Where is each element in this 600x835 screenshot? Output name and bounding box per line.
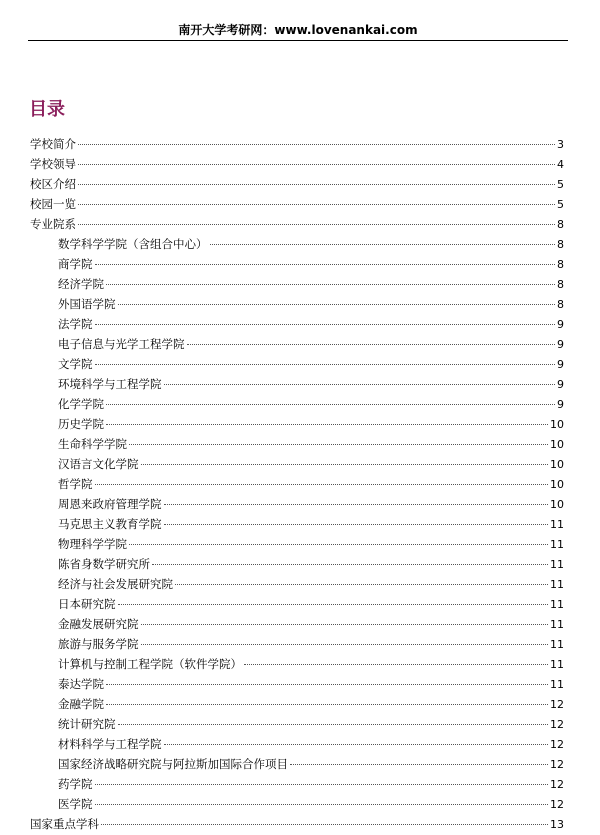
toc-entry[interactable] xyxy=(30,414,564,434)
dot-leader xyxy=(95,784,549,785)
dot-leader xyxy=(141,624,549,625)
toc-entry[interactable] xyxy=(30,774,564,794)
dot-leader xyxy=(106,284,555,285)
toc-entry-title: 汉语言文化学院 xyxy=(58,457,139,471)
toc-entry-page-number: 11 xyxy=(550,538,564,551)
dot-leader xyxy=(210,244,556,245)
toc-entry-page-number: 8 xyxy=(557,258,564,271)
toc-entry-title: 周恩来政府管理学院 xyxy=(58,497,162,511)
toc-entry-title: 金融发展研究院 xyxy=(58,617,139,631)
dot-leader xyxy=(164,504,549,505)
toc-entry-title: 金融学院 xyxy=(58,697,104,711)
dot-leader xyxy=(164,744,549,745)
toc-entry-title: 医学院 xyxy=(58,797,93,811)
toc-entry[interactable] xyxy=(30,794,564,814)
toc-entry[interactable] xyxy=(30,574,564,594)
toc-entry-page-number: 5 xyxy=(557,198,564,211)
toc-entry[interactable] xyxy=(30,234,564,254)
toc-entry-page-number: 9 xyxy=(557,338,564,351)
toc-entry[interactable] xyxy=(30,134,564,154)
dot-leader xyxy=(95,264,556,265)
toc-list xyxy=(30,134,564,834)
toc-heading: 目录 xyxy=(29,99,65,120)
dot-leader xyxy=(106,424,548,425)
toc-entry-title: 经济学院 xyxy=(58,277,104,291)
dot-leader xyxy=(164,524,549,525)
toc-entry-title: 物理科学学院 xyxy=(58,537,127,551)
toc-entry-title: 日本研究院 xyxy=(58,597,116,611)
toc-entry-page-number: 10 xyxy=(550,458,564,471)
toc-entry-title: 马克思主义教育学院 xyxy=(58,517,162,531)
toc-entry[interactable] xyxy=(30,494,564,514)
dot-leader xyxy=(290,764,548,765)
dot-leader xyxy=(78,204,555,205)
toc-entry[interactable] xyxy=(30,674,564,694)
dot-leader xyxy=(78,184,555,185)
toc-entry-title: 商学院 xyxy=(58,257,93,271)
toc-entry[interactable] xyxy=(30,594,564,614)
dot-leader xyxy=(95,804,549,805)
toc-entry-title: 数学科学学院（含组合中心） xyxy=(58,237,208,251)
toc-entry[interactable] xyxy=(30,534,564,554)
dot-leader xyxy=(118,604,549,605)
dot-leader xyxy=(106,404,555,405)
toc-entry[interactable] xyxy=(30,554,564,574)
toc-entry-title: 校区介绍 xyxy=(30,177,76,191)
toc-entry-page-number: 11 xyxy=(550,578,564,591)
toc-entry-page-number: 10 xyxy=(550,478,564,491)
toc-entry[interactable] xyxy=(30,694,564,714)
toc-entry-page-number: 10 xyxy=(550,498,564,511)
toc-entry-page-number: 11 xyxy=(550,658,564,671)
toc-entry-title: 外国语学院 xyxy=(58,297,116,311)
toc-entry-title: 国家重点学科 xyxy=(30,817,99,831)
toc-entry-title: 国家经济战略研究院与阿拉斯加国际合作项目 xyxy=(58,757,288,771)
toc-entry[interactable] xyxy=(30,334,564,354)
toc-entry-page-number: 12 xyxy=(550,698,564,711)
toc-entry[interactable] xyxy=(30,274,564,294)
toc-entry[interactable] xyxy=(30,754,564,774)
toc-entry-title: 材料科学与工程学院 xyxy=(58,737,162,751)
toc-entry-title: 校园一览 xyxy=(30,197,76,211)
dot-leader xyxy=(141,644,549,645)
toc-entry-page-number: 8 xyxy=(557,298,564,311)
toc-entry-page-number: 10 xyxy=(550,438,564,451)
toc-entry-title: 环境科学与工程学院 xyxy=(58,377,162,391)
toc-entry-page-number: 8 xyxy=(557,238,564,251)
toc-entry[interactable] xyxy=(30,214,564,234)
toc-entry-title: 哲学院 xyxy=(58,477,93,491)
toc-entry-title: 药学院 xyxy=(58,777,93,791)
header-divider xyxy=(28,40,568,41)
toc-entry-title: 统计研究院 xyxy=(58,717,116,731)
toc-entry-page-number: 11 xyxy=(550,558,564,571)
dot-leader xyxy=(244,664,548,665)
toc-entry-title: 历史学院 xyxy=(58,417,104,431)
toc-entry-title: 学校领导 xyxy=(30,157,76,171)
toc-entry-page-number: 11 xyxy=(550,518,564,531)
toc-entry[interactable] xyxy=(30,714,564,734)
toc-entry[interactable] xyxy=(30,474,564,494)
toc-entry[interactable] xyxy=(30,814,564,834)
toc-entry-page-number: 8 xyxy=(557,218,564,231)
toc-entry-page-number: 11 xyxy=(550,618,564,631)
dot-leader xyxy=(175,584,548,585)
dot-leader xyxy=(101,824,548,825)
toc-entry[interactable] xyxy=(30,614,564,634)
dot-leader xyxy=(129,444,548,445)
toc-entry[interactable] xyxy=(30,374,564,394)
dot-leader xyxy=(95,364,556,365)
toc-entry-title: 生命科学学院 xyxy=(58,437,127,451)
dot-leader xyxy=(129,544,548,545)
toc-entry[interactable] xyxy=(30,354,564,374)
toc-entry-page-number: 8 xyxy=(557,278,564,291)
toc-entry-title: 计算机与控制工程学院（软件学院） xyxy=(58,657,242,671)
toc-entry-title: 陈省身数学研究所 xyxy=(58,557,150,571)
toc-entry[interactable] xyxy=(30,174,564,194)
toc-entry[interactable] xyxy=(30,454,564,474)
toc-entry-title: 经济与社会发展研究院 xyxy=(58,577,173,591)
toc-entry-page-number: 13 xyxy=(550,818,564,831)
dot-leader xyxy=(118,304,556,305)
dot-leader xyxy=(141,464,549,465)
page-header: 南开大学考研网：www.lovenankai.com xyxy=(178,23,418,37)
toc-entry[interactable] xyxy=(30,734,564,754)
dot-leader xyxy=(78,144,555,145)
dot-leader xyxy=(152,564,548,565)
toc-entry-page-number: 12 xyxy=(550,718,564,731)
toc-entry[interactable] xyxy=(30,394,564,414)
toc-entry[interactable] xyxy=(30,154,564,174)
toc-entry-title: 旅游与服务学院 xyxy=(58,637,139,651)
toc-entry-title: 文学院 xyxy=(58,357,93,371)
toc-entry[interactable] xyxy=(30,434,564,454)
toc-entry-title: 电子信息与光学工程学院 xyxy=(58,337,185,351)
toc-entry[interactable] xyxy=(30,294,564,314)
dot-leader xyxy=(106,684,548,685)
dot-leader xyxy=(164,384,556,385)
toc-entry[interactable] xyxy=(30,634,564,654)
toc-entry-page-number: 11 xyxy=(550,678,564,691)
dot-leader xyxy=(95,484,549,485)
toc-entry-page-number: 10 xyxy=(550,418,564,431)
toc-entry-page-number: 11 xyxy=(550,598,564,611)
toc-entry[interactable] xyxy=(30,654,564,674)
toc-entry-page-number: 11 xyxy=(550,638,564,651)
toc-entry[interactable] xyxy=(30,254,564,274)
toc-entry-page-number: 9 xyxy=(557,398,564,411)
dot-leader xyxy=(95,324,556,325)
toc-entry-page-number: 5 xyxy=(557,178,564,191)
toc-entry-page-number: 12 xyxy=(550,738,564,751)
toc-entry[interactable] xyxy=(30,514,564,534)
toc-entry-page-number: 4 xyxy=(557,158,564,171)
toc-entry-title: 学校简介 xyxy=(30,137,76,151)
dot-leader xyxy=(118,724,549,725)
toc-entry-title: 化学学院 xyxy=(58,397,104,411)
dot-leader xyxy=(78,224,555,225)
toc-entry[interactable] xyxy=(30,194,564,214)
toc-entry-page-number: 3 xyxy=(557,138,564,151)
toc-entry-page-number: 12 xyxy=(550,778,564,791)
toc-entry-page-number: 9 xyxy=(557,358,564,371)
toc-entry-title: 法学院 xyxy=(58,317,93,331)
toc-entry-page-number: 9 xyxy=(557,378,564,391)
toc-entry-page-number: 12 xyxy=(550,758,564,771)
toc-entry-page-number: 9 xyxy=(557,318,564,331)
toc-entry-title: 专业院系 xyxy=(30,217,76,231)
dot-leader xyxy=(187,344,556,345)
toc-entry-title: 泰达学院 xyxy=(58,677,104,691)
toc-entry[interactable] xyxy=(30,314,564,334)
dot-leader xyxy=(106,704,548,705)
dot-leader xyxy=(78,164,555,165)
toc-entry-page-number: 12 xyxy=(550,798,564,811)
